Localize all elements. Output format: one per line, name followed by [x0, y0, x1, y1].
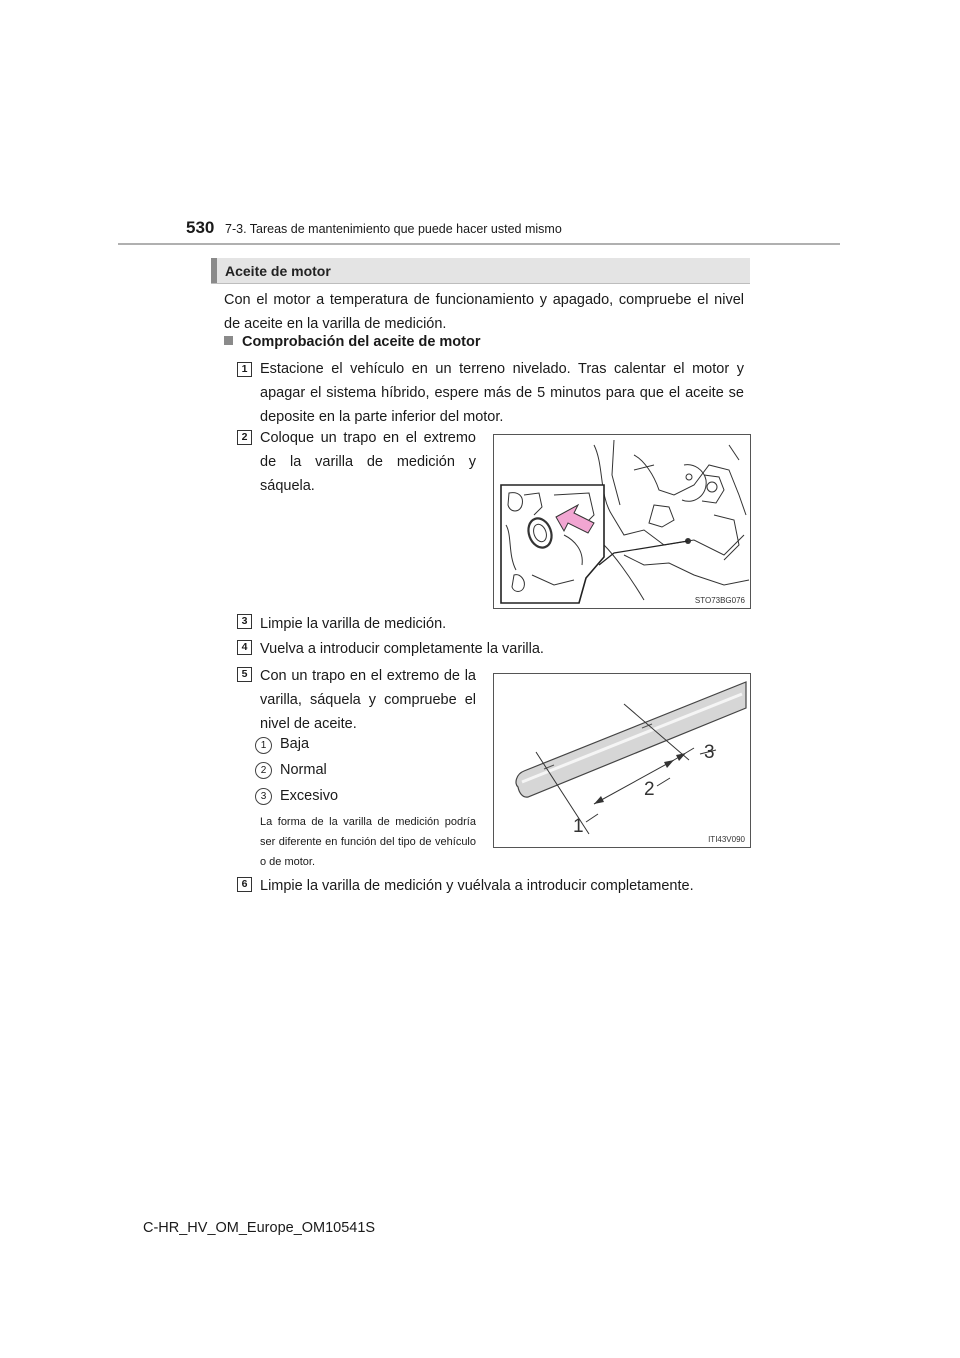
- step-number-3: 3: [237, 614, 252, 629]
- step-5-text: Con un trapo en el extremo de la varilla, sáquela y compruebe el nivel de aceite.: [260, 668, 476, 732]
- figure-code: STO73BG076: [694, 596, 745, 605]
- step-6-text: Limpie la varilla de medición y vuélvala a introducir completamente.: [260, 878, 694, 894]
- dimension-line: [594, 760, 674, 804]
- callout-2: 2: [644, 779, 655, 800]
- step-number-4: 4: [237, 640, 252, 655]
- engine-illustration: [494, 435, 750, 608]
- step-number-6: 6: [237, 877, 252, 892]
- step-4-text: Vuelva a introducir completamente la varilla.: [260, 641, 544, 657]
- figure-code: ITI43V090: [708, 835, 745, 844]
- header-rule: [118, 243, 840, 245]
- section-accent: [211, 258, 217, 284]
- intro-paragraph: Con el motor a temperatura de funcionamiento y apagado, compruebe el nivel de aceite en la varilla de medición.: [224, 292, 744, 332]
- page-number: 530: [186, 218, 215, 237]
- level-label-excess: Excesivo: [280, 788, 339, 804]
- note-text: La forma de la varilla de medición podría ser diferente en función del tipo de vehículo o de motor.: [260, 816, 476, 868]
- step-number-1: 1: [237, 362, 252, 377]
- level-label-low: Baja: [280, 736, 310, 752]
- subheading: [224, 334, 481, 350]
- step-2-text: Coloque un trapo en el extremo de la varilla de medición y sáquela.: [260, 430, 476, 494]
- level-number-3: 3: [255, 788, 272, 805]
- level-number-1: 1: [255, 737, 272, 754]
- running-header: 7-3. Tareas de mantenimiento que puede hacer usted mismo: [225, 222, 562, 236]
- subheading-text: Comprobación del aceite de motor: [242, 334, 481, 350]
- step-3-text: Limpie la varilla de medición.: [260, 616, 447, 632]
- dipstick-illustration: [494, 674, 750, 847]
- square-bullet-icon: [224, 336, 233, 345]
- document-id: C-HR_HV_OM_Europe_OM10541S: [143, 1220, 376, 1236]
- callout-1: 1: [573, 816, 584, 837]
- step-number-2: 2: [237, 430, 252, 445]
- dipstick-figure: [493, 673, 751, 848]
- level-number-2: 2: [255, 762, 272, 779]
- step-1-text: Estacione el vehículo en un terreno nivelado. Tras calentar el motor y apagar el sistema híbrido, espere más de 5 minutos para que el aceite se deposite en la parte inferior del motor.: [260, 361, 744, 425]
- zoom-inset: [501, 485, 604, 603]
- callout-3: 3: [704, 742, 715, 763]
- section-title-bar: [211, 258, 750, 284]
- engine-bay-figure: [493, 434, 751, 609]
- section-underline: [211, 283, 750, 284]
- section-title: Aceite de motor: [225, 263, 331, 279]
- step-number-5: 5: [237, 667, 252, 682]
- level-label-normal: Normal: [280, 762, 327, 778]
